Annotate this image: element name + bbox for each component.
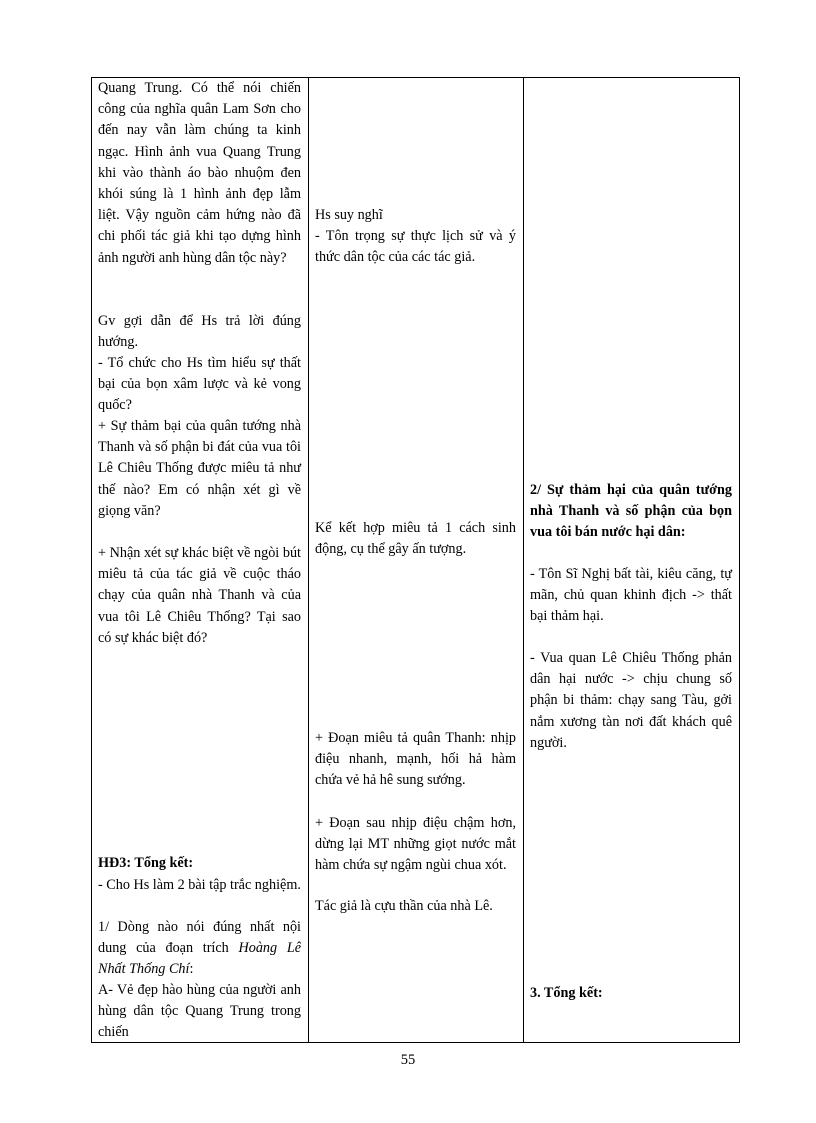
teacher-text-5: + Nhận xét sự khác biệt về ngòi bút miêu tả của tác giả về cuộc tháo chạy của quân nhà Thanh và của vua tôi Lê Chiêu Thống? Tại sao có sự khác biệt đó? (98, 545, 301, 646)
teacher-activity-column (92, 78, 309, 1043)
teacher-text-2: Gv gợi dẫn để Hs trả lời đúng hướng. (98, 313, 301, 351)
question-text: 1/ Dòng nào nói đúng nhất nội dung của đoạn trích (98, 919, 301, 957)
content-column (524, 78, 740, 1043)
teacher-text-1: Quang Trung. Có thể nói chiến công của nghĩa quân Lam Sơn cho đến nay vẫn làm chúng ta kinh ngạc. Hình ảnh vua Quang Trung khi vào thành áo bào nhuộm đen khói súng là 1 hình ảnh đẹp lẫm liệt. Vậy nguồn cảm hứng nào đã chi phối tác giả khi tạo dựng hình ảnh người anh hùng dân tộc này? (98, 80, 301, 266)
page-number: 55 (400, 1052, 416, 1068)
teacher-text-7 (98, 917, 301, 981)
teacher-text-4: + Sự thảm bại của quân tướng nhà Thanh và số phận bi đát của vua tôi Lê Chiêu Thống được miêu tả như thế nào? Em có nhận xét gì về giọng văn? (98, 418, 301, 519)
content-text-1: - Tôn Sĩ Nghị bất tài, kiêu căng, tự mãn, chủ quan khinh địch -> thất bại thảm hại. (530, 566, 732, 625)
teacher-text-3: - Tổ chức cho Hs tìm hiểu sự thất bại của bọn xâm lược và kẻ vong quốc? (98, 355, 301, 414)
student-text-3: + Đoạn miêu tả quân Thanh: nhịp điệu nhanh, mạnh, hối hả hàm chứa vẻ hả hê sung sướng. (315, 730, 516, 789)
work-title: Hoàng Lê Nhất Thống Chí (98, 940, 302, 978)
table-row (92, 78, 740, 1043)
content-text-2: - Vua quan Lê Chiêu Thống phản dân hại nước -> chịu chung số phận bi thảm: chạy sang Tàu, gởi nắm xương tàn nơi đất khách quê người. (530, 650, 732, 751)
hd3-heading: HĐ3: Tổng kết: (98, 855, 194, 871)
section-3-heading: 3. Tổng kết: (530, 985, 603, 1001)
student-text-1: - Tôn trọng sự thực lịch sử và ý thức dân tộc của các tác giả. (315, 228, 516, 266)
question-colon: : (189, 961, 194, 978)
answer-a: A- Vẻ đẹp hào hùng của người anh hùng dân tộc Quang Trung trong chiến (98, 982, 301, 1041)
student-think-label: Hs suy nghĩ (315, 207, 383, 223)
student-text-5: Tác giả là cựu thần của nhà Lê. (315, 898, 493, 914)
student-text-4: + Đoạn sau nhịp điệu chậm hơn, dừng lại MT những giọt nước mắt hàm chứa sự ngậm ngùi chua xót. (315, 815, 516, 874)
student-text-2: Kể kết hợp miêu tả 1 cách sinh động, cụ thể gây ấn tượng. (315, 520, 516, 558)
teacher-text-6: - Cho Hs làm 2 bài tập trắc nghiệm. (98, 877, 301, 893)
lesson-table (91, 77, 740, 1043)
section-2-heading: 2/ Sự thảm hại của quân tướng nhà Thanh và số phận của bọn vua tôi bán nước hại dân: (530, 482, 732, 541)
student-activity-column (309, 78, 524, 1043)
